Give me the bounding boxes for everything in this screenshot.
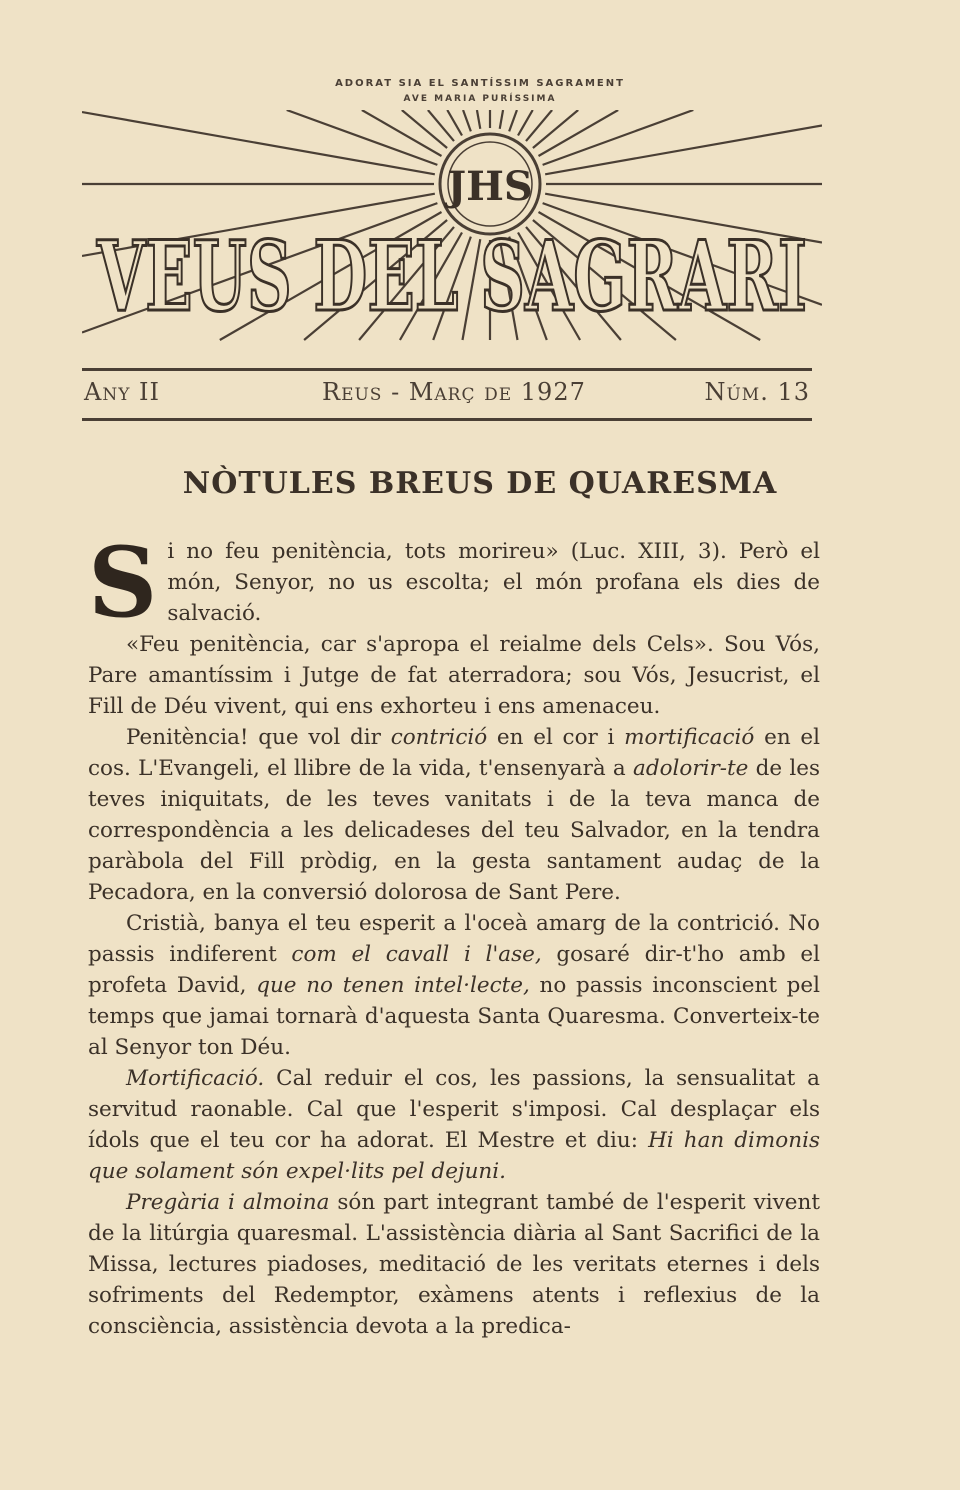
paragraph-3: Penitència! que vol dir contrició en el cor i mortificació en el cos. L'Evangeli, el llibre de la vida, t'ensenyarà a adolorir-te de les teves iniquitats, de les teves vanitats i de la teva manca de correspondència a les delicadeses del teu Salvador, en la tendra paràbola del Fill pròdig, en la gesta santament audaç de la Pecadora, en la conversió dolorosa de Sant Pere. <box>88 725 821 905</box>
sunburst-ray <box>518 110 533 136</box>
paragraph-4: Cristià, banya el teu esperit a l'oceà amarg de la contrició. No passis indiferent com el cavall i l'ase, gosaré dir-t'ho amb el profeta David, que no tenen intel·lecte, no passis inconscient pel temps que jamai tornarà d'aquesta Santa Quaresma. Converteix-te al Senyor ton Déu. <box>88 911 821 1060</box>
issue-year: Any II <box>84 378 161 406</box>
sunburst-ray <box>477 110 480 129</box>
article-body <box>88 526 821 1342</box>
article-title: NÒTULES BREUS DE QUARESMA <box>182 466 778 501</box>
paragraph-5: Mortificació. Cal reduir el cos, les passions, la sensualitat a servitud raonable. Cal que l'esperit s'imposi. Cal desplaçar els ídols que el teu cor ha adorat. El Mestre et diu: Hi han dimonis que solament són expel·lits pel dejuni. <box>88 1066 820 1184</box>
sunburst-ray <box>509 110 517 131</box>
issue-place-date: Reus - Març de 1927 <box>322 378 586 406</box>
sunburst-ray <box>463 110 471 131</box>
sunburst-ray <box>287 110 438 165</box>
monogram-jhs: JHS <box>447 163 533 210</box>
sunburst-ray <box>447 110 462 136</box>
paragraph-2: «Feu penitència, car s'apropa el reialme dels Cels». Sou Vós, Pare amantíssim i Jutge de fat aterradora; sou Vós, Jesucrist, el Fill de Déu vivent, qui ens exhorteu i ens amenaceu. <box>88 632 820 719</box>
issue-rule-bottom <box>82 418 812 421</box>
sunburst-ray <box>500 110 503 129</box>
header-kicker-line1: ADORAT SIA EL SANTÍSSIM SAGRAMENT <box>335 78 625 89</box>
sunburst-ray <box>402 110 447 148</box>
header-kicker-line2: AVE MARIA PURÍSSIMA <box>403 94 557 104</box>
masthead-title: VEUS DEL SAGRARI <box>96 220 808 333</box>
masthead <box>82 110 822 360</box>
sunburst-ray <box>543 110 694 165</box>
sunburst-ray <box>533 110 578 148</box>
issue-number: Núm. 13 <box>704 378 810 406</box>
issue-rule-top <box>82 368 812 371</box>
paragraph-6: Pregària i almoina són part integrant també de l'esperit vivent de la litúrgia quaresmal. L'assistència diària al Sant Sacrifici de la Missa, lectures piadoses, meditació de les veritats eternes i dels sofriments del Redemptor, exàmens atents i reflexius de la consciència, assistència devota a la predica- <box>88 1190 820 1339</box>
paragraph-1: Si no feu penitència, tots morireu» (Luc. XIII, 3). Però el món, Senyor, no us escolta; el món profana els dies de salvació. <box>88 526 820 639</box>
drop-cap: S <box>88 526 158 639</box>
issue-line <box>82 378 812 410</box>
sunburst-emblem <box>82 110 822 360</box>
